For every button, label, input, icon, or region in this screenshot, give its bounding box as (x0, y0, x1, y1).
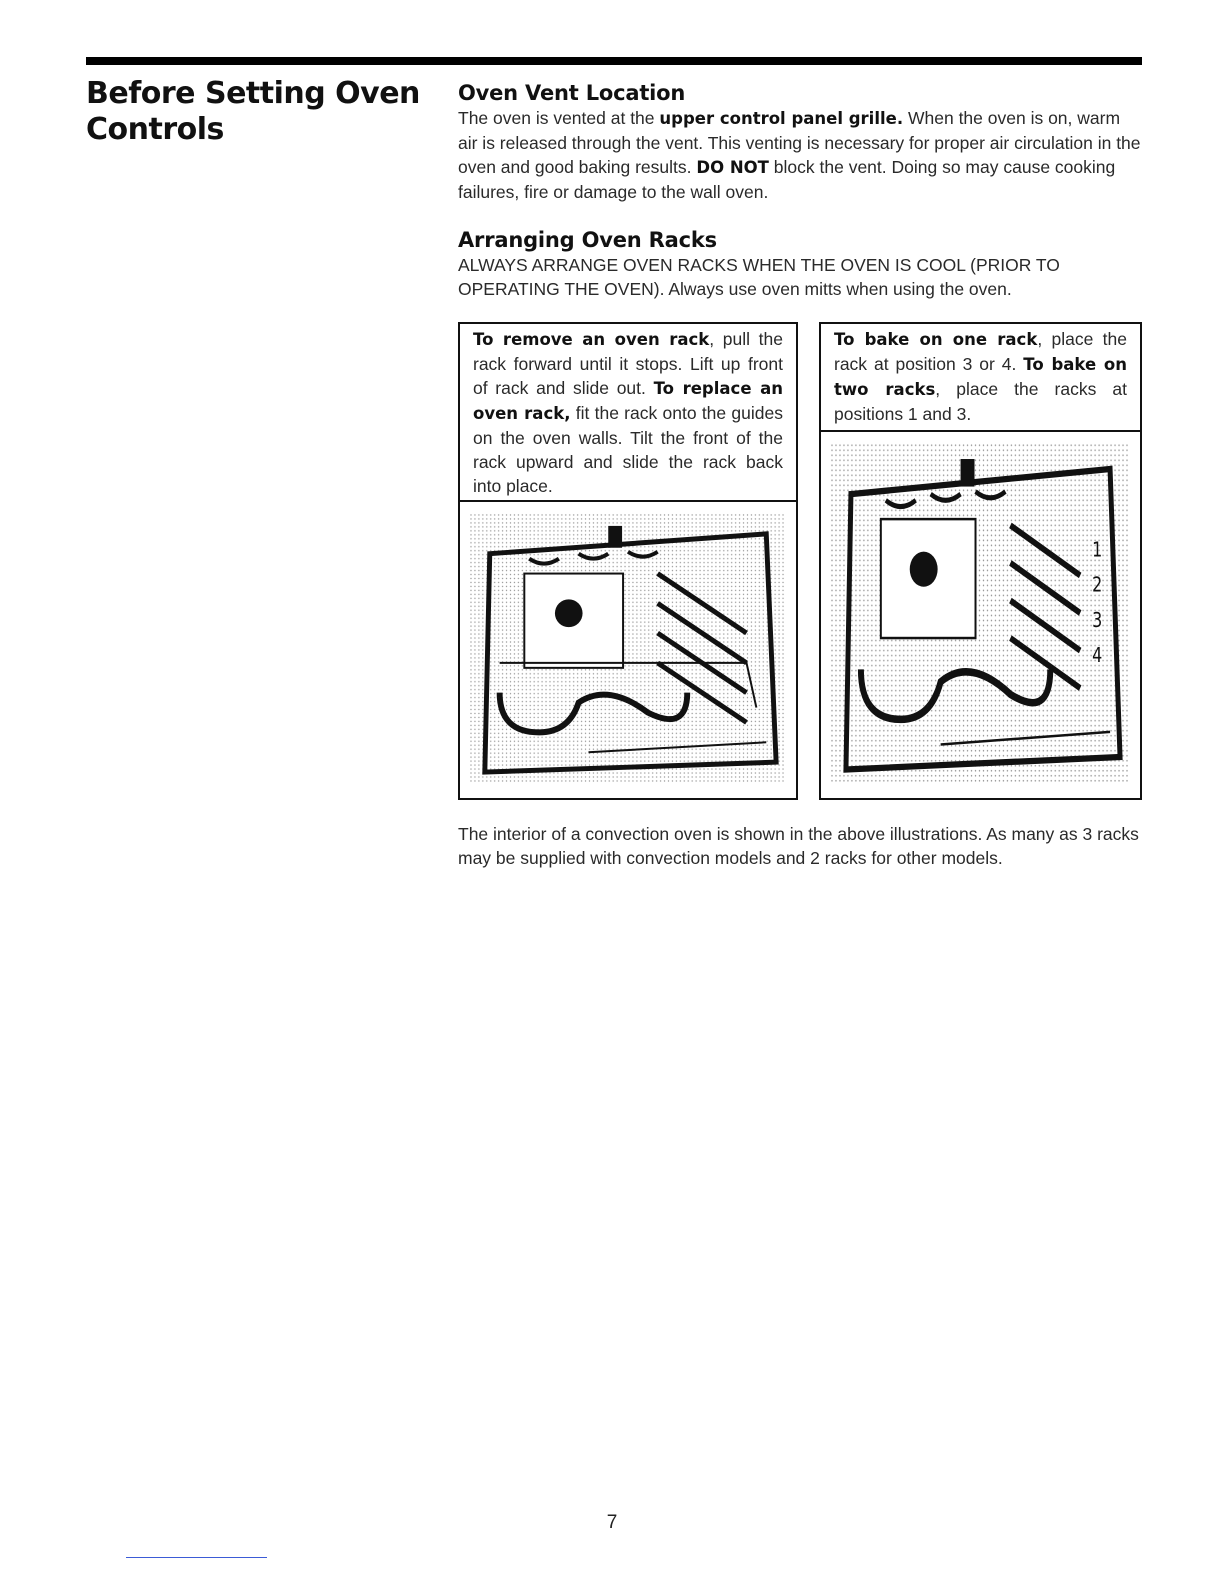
oven-vent-section (458, 80, 1142, 204)
page-number: 7 (606, 1512, 618, 1533)
rack-position-2: 2 (1092, 574, 1103, 598)
oven-vent-text: The oven is vented at the upper control panel grille. When the oven is on, warm air is released through the vent. This venting is necessary for proper air circulation in the oven and good baking results. DO NOT block the vent. Doing so may cause cooking failures, fire or damage to the wall oven. (458, 108, 1141, 202)
top-rule (86, 57, 1142, 65)
oven-rack-positions-illustration (831, 444, 1130, 782)
section-title: Before Setting Oven Controls (86, 76, 420, 147)
arranging-racks-text: ALWAYS ARRANGE OVEN RACKS WHEN THE OVEN IS COOL (PRIOR TO OPERATING THE OVEN). Always use oven mitts when using the oven. (458, 255, 1060, 299)
oven-remove-rack-illustration (470, 514, 786, 782)
remove-rack-instructions: To remove an oven rack, pull the rack forward until it stops. Lift up front of rack and slide out. To replace an oven rack, fit the rack onto the guides on the oven walls. Tilt the front of the rack upward and slide the rack back into place. (460, 324, 796, 502)
footer-link-line (126, 1557, 267, 1558)
remove-rack-box (458, 322, 798, 800)
rack-position-4: 4 (1092, 644, 1103, 668)
arranging-racks-heading: Arranging Oven Racks (458, 228, 717, 252)
bake-rack-instructions: To bake on one rack, place the rack at position 3 or 4. To bake on two racks, place the racks at positions 1 and 3. (821, 324, 1140, 432)
arranging-racks-section (458, 227, 1142, 301)
illustration-caption: The interior of a convection oven is shown in the above illustrations. As many as 3 racks may be supplied with convection models and 2 racks for other models. (458, 824, 1139, 868)
bake-rack-box (819, 322, 1142, 800)
rack-position-1: 1 (1092, 538, 1103, 563)
oven-vent-heading: Oven Vent Location (458, 81, 686, 105)
rack-position-3: 3 (1092, 609, 1103, 633)
